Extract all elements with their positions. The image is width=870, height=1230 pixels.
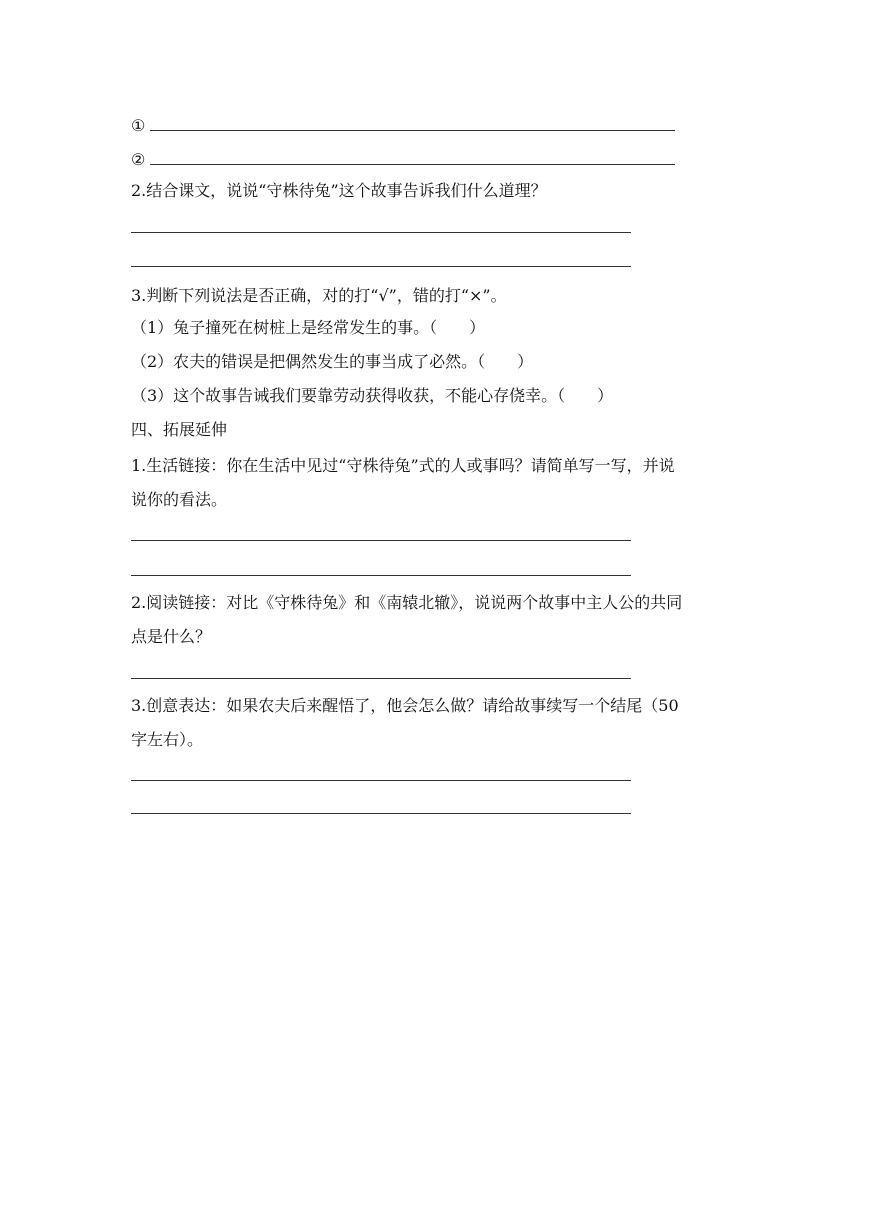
answer-line xyxy=(131,266,631,267)
answer-line xyxy=(150,164,675,165)
judgment-item-1: （1）兔子撞死在树桩上是经常发生的事。（ ） xyxy=(131,318,486,337)
answer-marker-2: ② xyxy=(131,150,146,169)
extension-q3-line1: 3.创意表达：如果农夫后来醒悟了，他会怎么做？请给故事续写一个结尾（50 xyxy=(131,696,679,715)
answer-line xyxy=(131,540,631,541)
extension-q3-line2: 字左右）。 xyxy=(131,730,204,749)
answer-line xyxy=(131,575,631,576)
answer-line xyxy=(131,813,631,814)
question-3-text: 3.判断下列说法是否正确，对的打“√”，错的打“×”。 xyxy=(131,286,507,305)
judgment-item-2: （2）农夫的错误是把偶然发生的事当成了必然。（ ） xyxy=(131,352,534,371)
answer-line xyxy=(131,678,631,679)
section-heading: 四、拓展延伸 xyxy=(131,420,228,439)
answer-line xyxy=(131,232,631,233)
judgment-item-3: （3）这个故事告诫我们要靠劳动获得收获，不能心存侥幸。（ ） xyxy=(131,386,614,405)
extension-q2-line2: 点是什么？ xyxy=(131,627,212,646)
answer-line xyxy=(150,130,675,131)
extension-q2-line1: 2.阅读链接：对比《守株待兔》和《南辕北辙》，说说两个故事中主人公的共同 xyxy=(131,593,683,612)
extension-q1-line1: 1.生活链接：你在生活中见过“守株待兔”式的人或事吗？请简单写一写，并说 xyxy=(131,456,675,475)
answer-marker-1: ① xyxy=(131,116,146,135)
answer-line xyxy=(131,780,631,781)
question-2-text: 2.结合课文，说说“守株待兔”这个故事告诉我们什么道理？ xyxy=(131,181,547,200)
extension-q1-line2: 说你的看法。 xyxy=(131,490,228,509)
